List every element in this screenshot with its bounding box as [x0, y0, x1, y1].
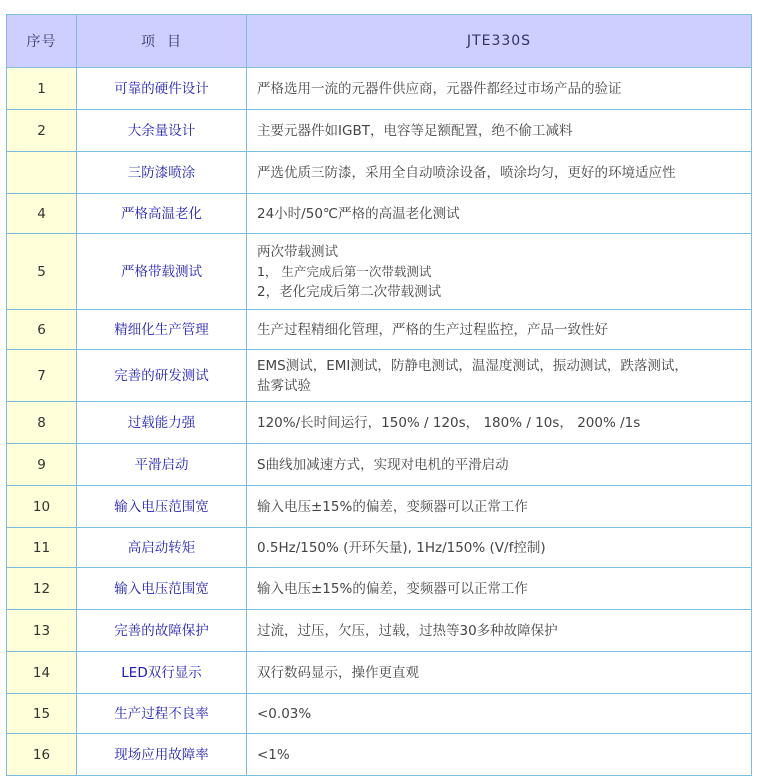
row-description	[247, 486, 752, 528]
description-line: 0.5Hz/150% (开环矢量), 1Hz/150% (V/f控制)	[257, 539, 546, 556]
description-line: 1， 生产完成后第一次带载测试	[257, 263, 432, 279]
row-description	[247, 402, 752, 444]
row-serial-number: 10	[7, 486, 77, 528]
row-item-name: 精细化生产管理	[77, 310, 247, 350]
table-row	[7, 652, 752, 694]
row-description	[247, 234, 752, 310]
description-line: 2，老化完成后第二次带载测试	[257, 283, 442, 300]
row-item-name: 严格带载测试	[77, 234, 247, 310]
row-serial-number: 9	[7, 444, 77, 486]
row-item-name: 过载能力强	[77, 402, 247, 444]
row-item-name: 输入电压范围宽	[77, 568, 247, 610]
row-serial-number: 13	[7, 610, 77, 652]
description-line: 严选优质三防漆，采用全自动喷涂设备，喷涂均匀，更好的环境适应性	[257, 164, 676, 181]
row-serial-number: 4	[7, 194, 77, 234]
row-serial-number: 8	[7, 402, 77, 444]
row-description	[247, 152, 752, 194]
row-serial-number: 11	[7, 528, 77, 568]
row-description	[247, 734, 752, 776]
row-item-name: 严格高温老化	[77, 194, 247, 234]
table-row	[7, 528, 752, 568]
row-item-name: 大余量设计	[77, 110, 247, 152]
description-line: 生产过程精细化管理，严格的生产过程监控，产品一致性好	[257, 321, 608, 338]
row-item-name: 输入电压范围宽	[77, 486, 247, 528]
description-line: 输入电压±15%的偏差，变频器可以正常工作	[257, 498, 528, 515]
description-line: EMS测试，EMI测试，防静电测试，温湿度测试，振动测试，跌落测试，	[257, 357, 688, 374]
description-line: 主要元器件如IGBT，电容等足额配置，绝不偷工减料	[257, 122, 573, 139]
row-serial-number: 12	[7, 568, 77, 610]
row-description	[247, 68, 752, 110]
description-line: 盐雾试验	[257, 377, 311, 394]
row-serial-number	[7, 152, 77, 194]
table-row	[7, 110, 752, 152]
header-serial-number: 序号	[7, 15, 77, 68]
description-line: <1%	[257, 746, 290, 763]
table-row	[7, 194, 752, 234]
description-line: 过流，过压，欠压，过载，过热等30多种故障保护	[257, 622, 558, 639]
row-item-name: 生产过程不良率	[77, 694, 247, 734]
row-serial-number: 16	[7, 734, 77, 776]
row-description	[247, 110, 752, 152]
row-description	[247, 652, 752, 694]
table-row	[7, 568, 752, 610]
table-row	[7, 694, 752, 734]
table-row	[7, 444, 752, 486]
row-description	[247, 568, 752, 610]
table-row	[7, 486, 752, 528]
row-item-name: 完善的故障保护	[77, 610, 247, 652]
row-description	[247, 444, 752, 486]
row-item-name: 完善的研发测试	[77, 350, 247, 402]
table-row	[7, 310, 752, 350]
row-description	[247, 194, 752, 234]
row-description	[247, 610, 752, 652]
description-line: <0.03%	[257, 705, 312, 722]
row-serial-number: 14	[7, 652, 77, 694]
header-model: JTE330S	[247, 15, 752, 68]
row-item-name: 三防漆喷涂	[77, 152, 247, 194]
table-row	[7, 152, 752, 194]
row-serial-number: 6	[7, 310, 77, 350]
table-row	[7, 68, 752, 110]
row-serial-number: 15	[7, 694, 77, 734]
description-line: 严格选用一流的元器件供应商，元器件都经过市场产品的验证	[257, 80, 622, 97]
row-serial-number: 7	[7, 350, 77, 402]
description-line: 双行数码显示，操作更直观	[257, 664, 419, 681]
row-item-name: 高启动转矩	[77, 528, 247, 568]
table-row	[7, 610, 752, 652]
header-item: 项 目	[77, 15, 247, 68]
description-line: 120%/长时间运行，150% / 120s， 180% / 10s， 200% /1s	[257, 414, 641, 431]
row-item-name: 平滑启动	[77, 444, 247, 486]
row-serial-number: 5	[7, 234, 77, 310]
table-row	[7, 234, 752, 310]
row-item-name: 现场应用故障率	[77, 734, 247, 776]
row-description	[247, 310, 752, 350]
row-serial-number: 2	[7, 110, 77, 152]
row-item-name: 可靠的硬件设计	[77, 68, 247, 110]
row-serial-number: 1	[7, 68, 77, 110]
table-row	[7, 402, 752, 444]
row-description	[247, 528, 752, 568]
row-description	[247, 694, 752, 734]
spec-table	[6, 14, 752, 776]
row-description	[247, 350, 752, 402]
table-row	[7, 350, 752, 402]
table-row	[7, 734, 752, 776]
description-line: 24小时/50℃严格的高温老化测试	[257, 205, 460, 222]
description-line: S曲线加减速方式，实现对电机的平滑启动	[257, 456, 509, 473]
row-item-name: LED双行显示	[77, 652, 247, 694]
description-line: 输入电压±15%的偏差，变频器可以正常工作	[257, 580, 528, 597]
header-row	[7, 15, 752, 68]
description-line: 两次带载测试	[257, 243, 338, 260]
